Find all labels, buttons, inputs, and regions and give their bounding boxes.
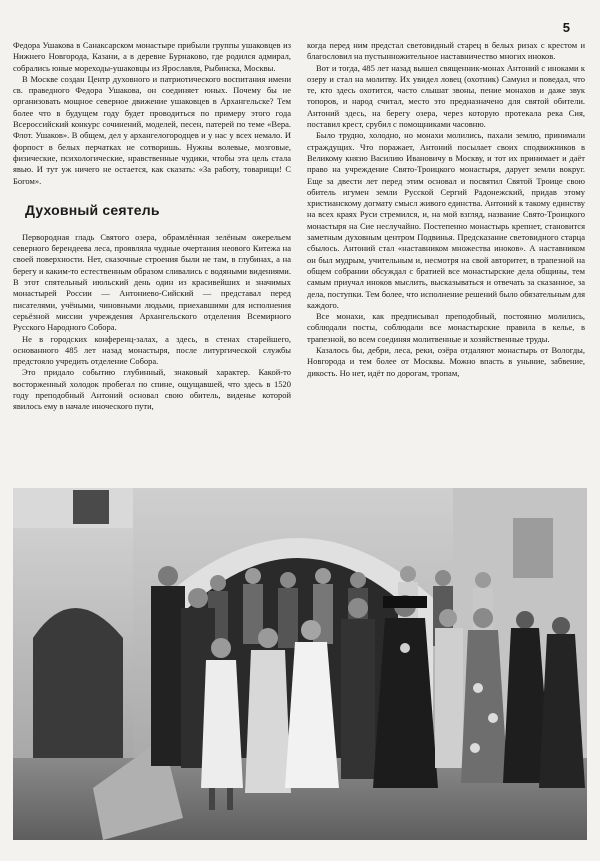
window <box>73 490 109 524</box>
page-number: 5 <box>562 20 570 35</box>
paragraph: Это придало событию глубинный, знаковый характер. Какой-то восторженный холодок пробегал по спине, ощущавшей, что здесь в 1520 году преподобный Антоний основал свою обитель, виденье которой явилось ему в начале иноческого пути, <box>13 367 291 412</box>
paragraph: Было трудно, холодно, но монахи молились, пахали землю, принимали страждущих. Что поражает, Антоний посылает своих сподвижников в Великому князю Василию Ивановичу в Москву, и тот их принимает и даёт право на учреждение Свято-Троицкого монастыря, дарует земли вокруг. Еще за двести лет перед этим основал и посвятил Святой Троице свою обитель игумен земли Русской Сергий Радонежский, придав этому христианскому догмату смысл живого единства. Антоний к такому единству на всех краях Руси стремился, и, на мой взгляд, название Свято-Троицкого монастыря на Сие неслучайно. Постепенно монастырь крепнет, становится заметным духовным центром Подвинья. Предсказание световидного старца сбылось. Антоний стал «наставником множества иноков». А наставником он был мудрым, учительным и, несмотря на свой авторитет, в трапезной на общем собрании обсуждал с братией все монастырские дела общины, тем самым приучал иноков мыслить, высказываться и отвечать за сказанное, за дела, поступки. Тем более, что исполнение решений было обязательным для каждого. <box>307 130 585 310</box>
section-heading: Духовный сеятель <box>25 201 160 218</box>
paragraph: Все монахи, как предписывал преподобный, постоянно молились, соблюдали посты, соблюдали все монастырские правила в келье, в трапезной, во всем соединяя молитвенные и хозяйственные труды. <box>307 311 585 344</box>
paragraph: Вот и тогда, 485 лет назад вышел священник-монах Антоний с иноками к озеру и стал на молитву. Их увидел ловец (охотник) Самуил и поведал, что те, кто здесь охотится, часто слышат звоны, пение монахов и даже звук топоров, и народ считал, место это предназначено для святой обители. Антоний здесь, на берегу озера, через которую протекала река Сия, поставил крест, срубил с помощниками часовню. <box>307 62 585 130</box>
group-photo-illustration <box>13 488 587 840</box>
paragraph: Первородная гладь Святого озера, обрамлённая зелёным ожерельем северного берендеева леса, проявляла чудные очертания неового Китежа на своей поверхности. Нет, сказочные строения были не там, в глубинах, а на берегу и каким-то естественным образом сливались с водяными видениями. В этот спятельный июльский день один из красивейших и значимых монастырей России — Антониево-Сийский — представал перед писателями, учёными, чиновными людьми, приехавшими для исполнения серьёзной миссии учреждения Архангельского отделения Всемирного Русского Народного Собора. <box>13 231 291 333</box>
right-column <box>307 40 585 480</box>
paragraph: В Москве создан Центр духовного и патриотического воспитания имени св. праведного Федора Ушакова, он соединяет юных. Почему бы не организовать мощное северное движение ушаковцев в Архангельске? Тем более что в будущем году будет проводиться по примеру этого года Всероссийский конкурс сочинений, моделей, песен, патерей по теме «Вера. Флот. Ушаков». В общем, дел у архангелогородцев и у нас у всех немало. И форпост в белых перчатках не сотворишь. Нужны волевые, мозговые, физические, психологические, нравственные чудики, чтобы эта цель стала явью. И тут уж ничего не остается, как сказать: «За работу, товарищи! С Богом». <box>13 73 291 186</box>
left-column <box>13 40 291 480</box>
paragraph: Казалось бы, дебри, леса, реки, озёра отдаляют монастырь от Вологды, Новгорода и тем более от Москвы. Можно впасть в уныние, забвение, дикость. Но нет, идёт по дорогам, тропам, <box>307 345 585 378</box>
left-arch <box>33 608 123 758</box>
paragraph: Не в городских конференц-залах, а здесь, в стенах старейшего, основанного 485 лет назад монастыря, после литургической службы предстояло учредить отделение Собора. <box>13 333 291 367</box>
paragraph: когда перед ним предстал световидный старец в белых ризах с крестом и благословил на пустынножительное наставничество многих иноков. <box>307 40 585 62</box>
right-window <box>513 518 553 578</box>
group-photo <box>13 488 587 840</box>
paragraph: Федора Ушакова в Санаксарском монастыре прибыли группы ушаковцев из Нижнего Новгорода, Казани, а в деревне Бурнаково, где родился адмирал, собрались юные мореходы-ушаковцы из Ярославля, Рыбинска, Москвы. <box>13 40 291 73</box>
article-columns <box>13 40 585 480</box>
